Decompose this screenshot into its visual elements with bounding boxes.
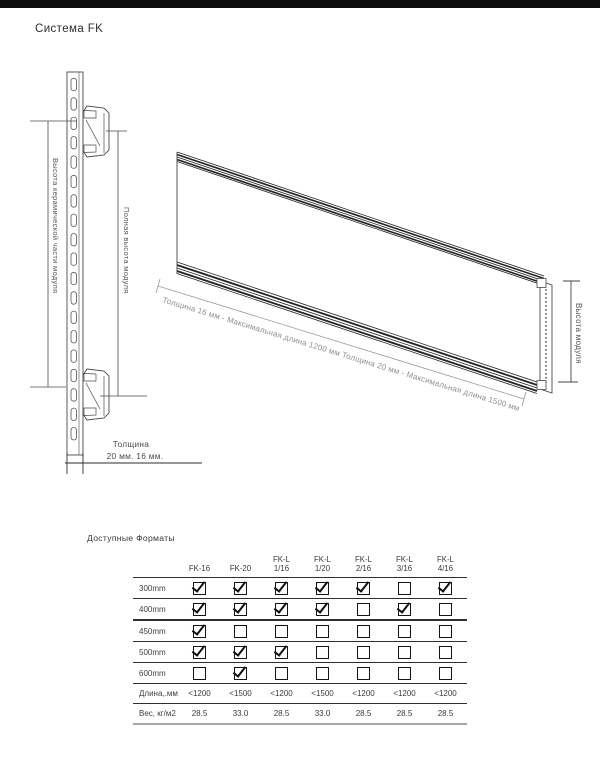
checkbox bbox=[316, 582, 329, 595]
thickness-title: Толщина bbox=[112, 439, 150, 449]
checkbox bbox=[275, 625, 288, 638]
checkbox bbox=[316, 667, 329, 680]
max-length-label: Толщина 16 мм - Максимальная длина 1200 мм Толщина 20 мм - Максимальная длина 1500 мм bbox=[161, 295, 523, 414]
length-value: <1200 bbox=[434, 689, 457, 698]
table-row-weight bbox=[133, 704, 467, 725]
checkbox bbox=[357, 582, 370, 595]
checkbox bbox=[357, 667, 370, 680]
length-value: <1500 bbox=[229, 689, 252, 698]
top-black-bar bbox=[0, 0, 600, 8]
module-panel-drawing bbox=[145, 135, 600, 415]
weight-value: 28.5 bbox=[355, 709, 372, 718]
weight-value: 33.0 bbox=[232, 709, 249, 718]
table-header-row bbox=[133, 551, 467, 578]
checkbox bbox=[234, 667, 247, 680]
formats-section bbox=[87, 533, 507, 718]
row-label: Вес, кг/м2 bbox=[139, 709, 176, 718]
full-height-label: Полная высота модуля bbox=[122, 207, 131, 294]
checkbox bbox=[316, 603, 329, 616]
checkbox bbox=[357, 625, 370, 638]
checkbox bbox=[316, 625, 329, 638]
checkbox bbox=[275, 667, 288, 680]
checkbox bbox=[193, 646, 206, 659]
table-row-600mm bbox=[133, 663, 467, 684]
panel-clip-top bbox=[83, 106, 109, 157]
column-header-fkl-2-16: FK-L 2/16 bbox=[355, 555, 372, 573]
checkbox bbox=[234, 603, 247, 616]
weight-value: 28.5 bbox=[396, 709, 413, 718]
checkbox bbox=[234, 625, 247, 638]
length-value: <1200 bbox=[352, 689, 375, 698]
row-label: Длина,.мм bbox=[139, 689, 178, 698]
column-header-fk20: FK-20 bbox=[229, 564, 252, 573]
checkbox bbox=[275, 646, 288, 659]
table-row-450mm bbox=[133, 621, 467, 642]
weight-value: 28.5 bbox=[191, 709, 208, 718]
table-row-400mm bbox=[133, 599, 467, 621]
length-value: <1200 bbox=[188, 689, 211, 698]
checkbox bbox=[193, 625, 206, 638]
checkbox bbox=[398, 625, 411, 638]
checkbox bbox=[439, 667, 452, 680]
checkbox bbox=[398, 582, 411, 595]
column-header-fkl-1-16: FK-L 1/16 bbox=[273, 555, 290, 573]
checkbox bbox=[193, 582, 206, 595]
column-header-fkl-4-16: FK-L 4/16 bbox=[437, 555, 454, 573]
row-label: 600mm bbox=[139, 668, 166, 678]
panel-clip-bottom bbox=[83, 369, 109, 420]
weight-value: 28.5 bbox=[273, 709, 290, 718]
row-label: 450mm bbox=[139, 626, 166, 636]
checkbox bbox=[275, 582, 288, 595]
checkbox bbox=[316, 646, 329, 659]
checkbox bbox=[439, 646, 452, 659]
table-row-length bbox=[133, 684, 467, 704]
row-label: 400mm bbox=[139, 604, 166, 614]
length-value: <1500 bbox=[311, 689, 334, 698]
checkbox bbox=[439, 582, 452, 595]
checkbox bbox=[193, 603, 206, 616]
table-row-300mm bbox=[133, 578, 467, 599]
panel-face bbox=[177, 152, 544, 389]
checkbox bbox=[357, 646, 370, 659]
checkbox bbox=[398, 603, 411, 616]
checkbox bbox=[398, 646, 411, 659]
checkbox bbox=[357, 603, 370, 616]
checkbox bbox=[398, 667, 411, 680]
page-title: Система FK bbox=[35, 23, 104, 35]
checkbox bbox=[439, 625, 452, 638]
weight-value: 33.0 bbox=[314, 709, 331, 718]
formats-title: Доступные Форматы bbox=[87, 533, 175, 543]
column-header-fkl-1-20: FK-L 1/20 bbox=[314, 555, 331, 573]
module-height-label: Высота модуля bbox=[574, 303, 583, 364]
thickness-values: 20 мм. 16 мм. bbox=[106, 451, 164, 461]
checkbox bbox=[439, 603, 452, 616]
checkbox bbox=[234, 582, 247, 595]
length-value: <1200 bbox=[393, 689, 416, 698]
column-header-fkl-3-16: FK-L 3/16 bbox=[396, 555, 413, 573]
weight-value: 28.5 bbox=[437, 709, 454, 718]
ceramic-height-label: Высота керамической части модуля bbox=[51, 158, 60, 294]
row-label: 500mm bbox=[139, 647, 166, 657]
formats-table bbox=[133, 551, 467, 725]
checkbox bbox=[275, 603, 288, 616]
checkbox bbox=[234, 646, 247, 659]
column-header-fk16: FK-16 bbox=[188, 564, 211, 573]
checkbox bbox=[193, 667, 206, 680]
row-label: 300mm bbox=[139, 583, 166, 593]
table-row-500mm bbox=[133, 642, 467, 663]
length-value: <1200 bbox=[270, 689, 293, 698]
